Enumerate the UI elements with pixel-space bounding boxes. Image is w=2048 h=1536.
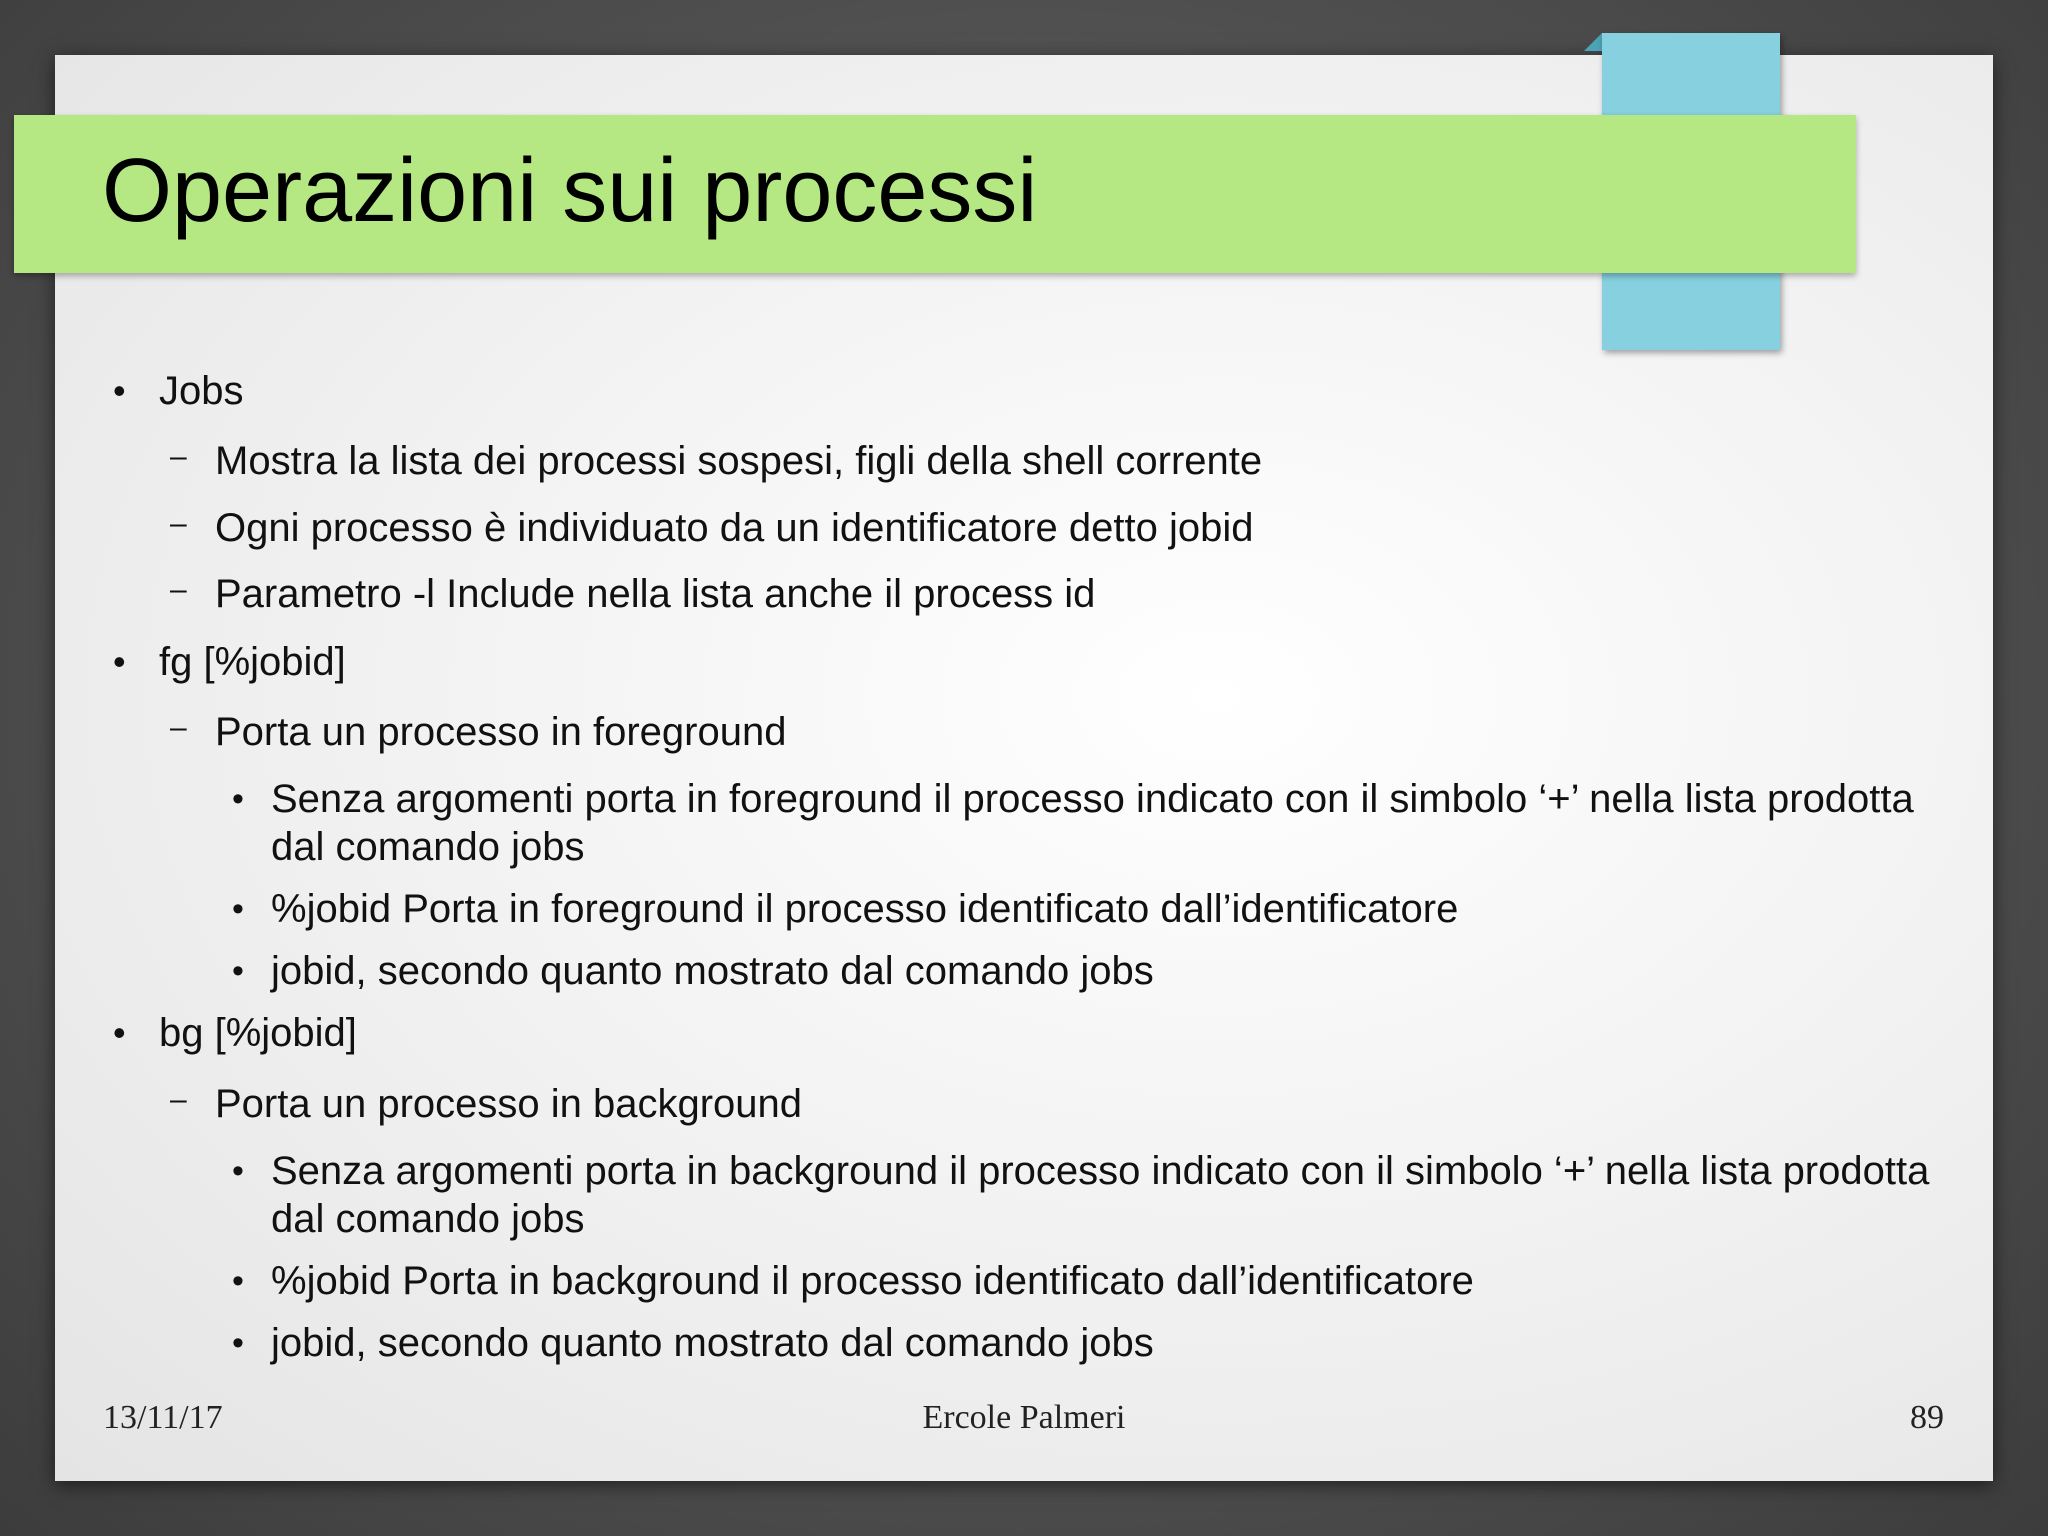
sub-sub-item-text: %jobid Porta in background il processo identificato dall’identificatore <box>271 1259 1474 1303</box>
dash-mark: – <box>170 507 187 540</box>
sub-sub-item-text: %jobid Porta in foreground il processo identificato dall’identificatore <box>271 887 1459 931</box>
sub-sub-item-text: Senza argomenti porta in foreground il processo indicato con il simbolo ‘+’ nella lista prodotta dal comando jobs <box>271 777 1914 869</box>
bullet-mark: • <box>232 952 244 990</box>
bullet-mark: • <box>232 1324 244 1362</box>
bullet-text: fg [%jobid] <box>159 640 346 684</box>
bullet-mark: • <box>113 1012 126 1053</box>
dash-mark: – <box>170 440 187 473</box>
dash-mark: – <box>170 711 187 744</box>
sub-sub-item-text: Senza argomenti porta in background il processo indicato con il simbolo ‘+’ nella lista prodotta dal comando jobs <box>271 1149 1930 1241</box>
bullet-text: bg [%jobid] <box>159 1011 357 1055</box>
dash-mark: – <box>170 1083 187 1116</box>
sub-item-text: Parametro -l Include nella lista anche il process id <box>215 572 1096 616</box>
sub-item-text: Ogni processo è individuato da un identificatore detto jobid <box>215 506 1254 550</box>
footer-date: 13/11/17 <box>103 1399 223 1436</box>
sub-item-text: Mostra la lista dei processi sospesi, figli della shell corrente <box>215 439 1263 483</box>
sub-item-text: Porta un processo in background <box>215 1082 803 1126</box>
bullet-mark: • <box>232 780 244 818</box>
slide-title: Operazioni sui processi <box>102 141 1038 241</box>
bullet-mark: • <box>232 890 244 928</box>
footer-page-number: 89 <box>1910 1399 1944 1436</box>
footer-author: Ercole Palmeri <box>922 1399 1126 1436</box>
sub-sub-item-text: jobid, secondo quanto mostrato dal comando jobs <box>271 1321 1154 1365</box>
dash-mark: – <box>170 573 187 606</box>
bullet-mark: • <box>232 1262 244 1300</box>
bullet-mark: • <box>113 370 126 411</box>
sub-sub-item-text: jobid, secondo quanto mostrato dal comando jobs <box>271 949 1154 993</box>
bullet-mark: • <box>113 641 126 682</box>
bullet-text: Jobs <box>159 369 244 413</box>
bullet-mark: • <box>232 1152 244 1190</box>
sub-item-text: Porta un processo in foreground <box>215 710 787 754</box>
